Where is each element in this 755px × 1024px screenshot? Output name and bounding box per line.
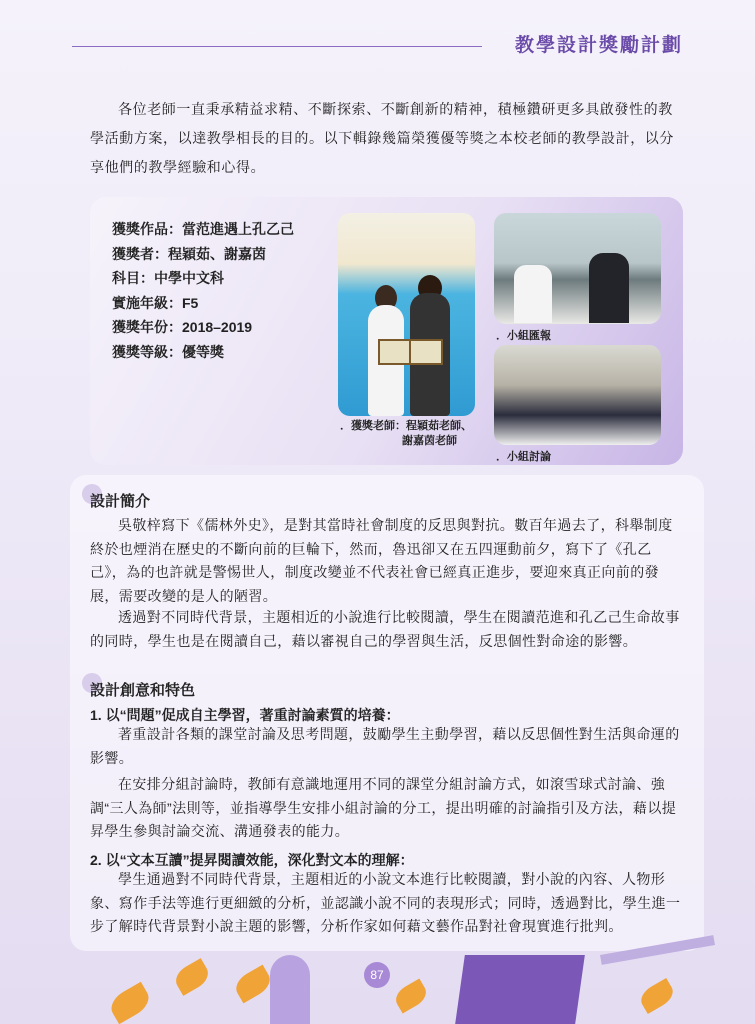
award-subject: 科目：中學中文科 [112,270,224,286]
award-grade: 實施年級：F5 [112,294,199,311]
subheading-2: 2. 以“文本互讀”提昇閱讀效能，深化對文本的理解： [90,852,414,868]
award-level: 獲獎等級：優等獎 [112,343,224,360]
section-title-creativity: 設計創意和特色 [90,682,196,699]
caption-award-teachers: ．獲獎老師：程穎茹老師、 謝嘉茵老師 [340,420,472,447]
book-decoration [455,955,585,1024]
creativity-paragraph-2: 在安排分組討論時，教師有意識地運用不同的課堂分組討論方式，如滾雪球式討論、強調“三人為師”法則等，並指導學生安排小組討論的分工，提出明確的討論指引及方法，藉以提昇學生參與討論交流、溝通發表的能力。 [90,776,677,839]
header-divider [72,46,482,47]
intro-paragraph: 各位老師一直秉承精益求精、不斷探索、不斷創新的精神，積極鑽研更多具啟發性的教學活動方案，以達教學相長的目的。以下輯錄幾篇榮獲優等獎之本校老師的教學設計，以分享他們的教學經驗和心得。 [90,101,674,175]
award-winners: 獲獎者：程穎茹、謝嘉茵 [112,245,266,262]
leaf-decoration [637,978,677,1014]
creativity-paragraph-1: 著重設計各類的課堂討論及思考問題，鼓勵學生主動學習，藉以反思個性對生活與命運的影響。 [90,726,680,766]
award-year: 獲獎年份：2018–2019 [112,319,253,335]
header-title: 教學設計獎勵計劃 [514,35,683,56]
flask-decoration [270,955,310,1024]
leaf-decoration [231,965,274,1004]
caption-group-report: ．小組匯報 [496,330,551,342]
photo-award-teachers [338,213,475,416]
design-intro-paragraph-1: 吳敬梓寫下《儒林外史》，是對其當時社會制度的反思與對抗。數百年過去了，科舉制度終於也煙消在歷史的不斷向前的巨輪下，然而，魯迅卻又在五四運動前夕，寫下了《孔乙己》，為的也許就是警惕世人，制度改變並不代表社會已經真正進步，要迎來真正向前的發展，需要改變的是人的陋習。 [90,517,673,604]
design-intro-paragraph-2: 透過對不同時代背景，主題相近的小說進行比較閱讀，學生在閱讀范進和孔乙己生命故事的同時，學生也是在閱讀自己，藉以審視自己的學習與生活，反思個性對命途的影響。 [90,609,680,649]
subheading-1: 1. 以“問題”促成自主學習，著重討論素質的培養： [90,707,400,723]
page-number: 87 [364,962,390,988]
section-title-design-intro: 設計簡介 [90,493,151,510]
leaf-decoration [171,958,212,996]
photo-group-discussion [494,345,661,445]
creativity-paragraph-3: 學生通過對不同時代背景，主題相近的小說文本進行比較閱讀，對小說的內容、人物形象、寫作手法等進行更細緻的分析，並認識小說不同的表現形式；同時，透過對比，學生進一步了解時代背景對小說主題的影響，分析作家如何藉文藝作品對社會現實進行批判。 [90,871,681,934]
leaf-decoration [106,982,154,1024]
award-work: 獲獎作品：當范進遇上孔乙己 [112,221,294,237]
caption-group-discussion: ．小組討論 [496,451,551,463]
photo-group-report [494,213,661,324]
award-info [112,217,294,364]
leaf-decoration [392,978,431,1013]
